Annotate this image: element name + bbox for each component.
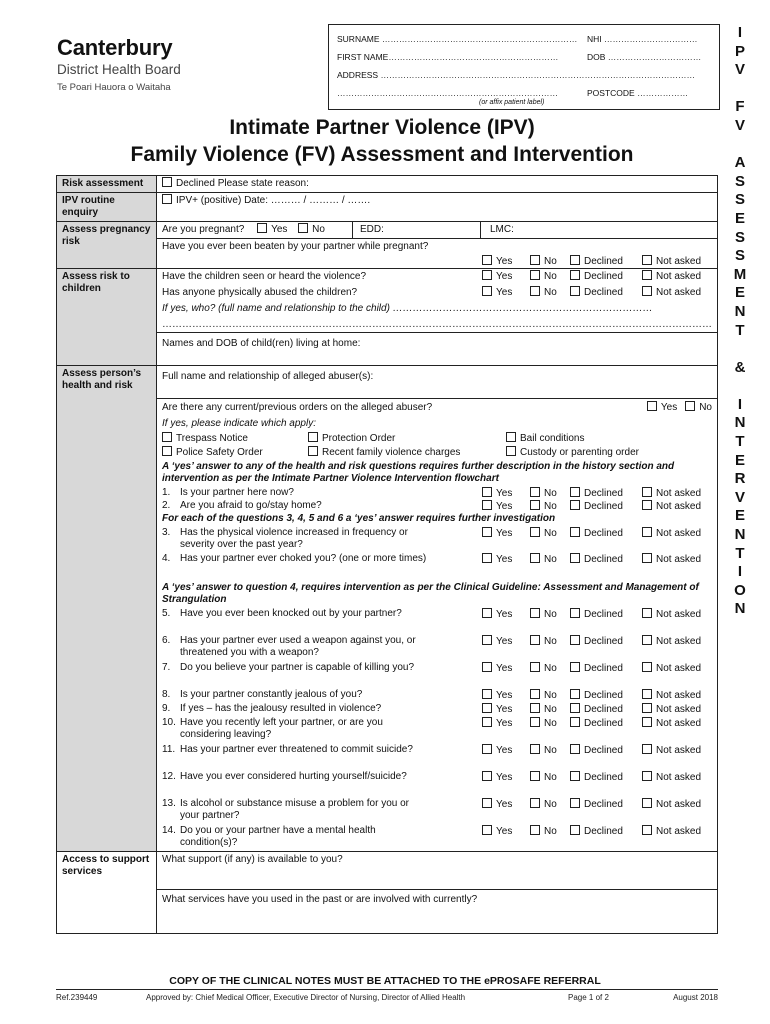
q11-yes-checkbox[interactable]: [482, 744, 492, 754]
q10-yes-checkbox[interactable]: [482, 717, 492, 727]
footer-ref: Ref.239449: [56, 993, 98, 1002]
row1-no-checkbox[interactable]: [530, 270, 540, 280]
police-safety-checkbox[interactable]: [162, 446, 172, 456]
services-used-field[interactable]: What services have you used in the past or are involved with currently?: [162, 894, 478, 905]
q2-declined-checkbox[interactable]: [570, 500, 580, 510]
q2-no-checkbox[interactable]: [530, 500, 540, 510]
q14-no-checkbox[interactable]: [530, 825, 540, 835]
postcode-field[interactable]: POSTCODE ………………: [587, 88, 689, 98]
edd-field[interactable]: EDD:: [360, 224, 384, 235]
question-10: 10. Have you recently left your partner, or are you considering leaving? Yes No Declined Not asked: [162, 717, 702, 740]
side-title-letter: S: [734, 172, 745, 190]
q12-no-checkbox[interactable]: [530, 771, 540, 781]
dob-field[interactable]: DOB ……………………………: [587, 52, 702, 62]
q1-declined-checkbox[interactable]: [570, 487, 580, 497]
side-title-letter: T: [735, 433, 745, 451]
children-names-field[interactable]: Names and DOB of child(ren) living at home:: [162, 338, 361, 349]
row-risk-assessment: Risk assessment Declined Please state reason:: [57, 176, 718, 193]
question-14: 14. Do you or your partner have a mental health condition(s)? Yes No Declined Not asked: [162, 825, 702, 848]
label-children: Assess risk to children: [57, 269, 157, 366]
row2-declined-checkbox[interactable]: [570, 286, 580, 296]
lmc-field[interactable]: LMC:: [490, 224, 514, 235]
first-name-field[interactable]: FIRST NAME……………………………………………………: [337, 52, 559, 62]
side-title-letter: T: [735, 321, 745, 339]
row1-declined-checkbox[interactable]: [570, 270, 580, 280]
q1-no-checkbox[interactable]: [530, 487, 540, 497]
nhi-field[interactable]: NHI ……………………………: [587, 34, 698, 44]
label-pregnancy: Assess pregnancy risk: [57, 222, 157, 269]
q12-yes-checkbox[interactable]: [482, 771, 492, 781]
side-title-letter: S: [734, 247, 745, 265]
pregnant-no-checkbox[interactable]: [298, 223, 308, 233]
q10-not-asked-checkbox[interactable]: [642, 717, 652, 727]
abuser-field[interactable]: Full name and relationship of alleged abuser(s):: [162, 371, 374, 382]
orders-no-checkbox[interactable]: [685, 401, 695, 411]
q6-declined-checkbox[interactable]: [570, 635, 580, 645]
side-title-letter: S: [734, 191, 745, 209]
row2-yes-checkbox[interactable]: [482, 286, 492, 296]
q4-declined-checkbox[interactable]: [570, 553, 580, 563]
label-health: Assess person’s health and risk: [57, 366, 157, 852]
side-title-letter: N: [734, 302, 746, 320]
side-title-letter: P: [734, 42, 745, 60]
side-title-letter: E: [734, 507, 745, 525]
side-title-letter: V: [734, 488, 745, 506]
question-3: 3. Has the physical violence increased in frequency or severity over the past year? Yes No Declined Not asked: [162, 527, 702, 550]
row1-yes-checkbox[interactable]: [482, 270, 492, 280]
side-title-letter: O: [734, 581, 746, 599]
q7-declined-checkbox[interactable]: [570, 662, 580, 672]
question-8: 8. Is your partner constantly jealous of you? Yes No Declined Not asked: [162, 689, 702, 701]
q9-declined-checkbox[interactable]: [570, 703, 580, 713]
side-title-letter: I: [737, 563, 743, 581]
logo-line3: Te Poari Hauora o Waitaha: [57, 82, 171, 93]
surname-field[interactable]: SURNAME ……………………………………………………………: [337, 34, 578, 44]
cdhb-logo: [57, 36, 181, 95]
affix-label-note: (or affix patient label): [479, 99, 545, 106]
support-available-field[interactable]: What support (if any) is available to you?: [162, 854, 343, 865]
side-title-letter: E: [734, 451, 745, 469]
row0-declined-checkbox[interactable]: [570, 255, 580, 265]
question-2: 2. Are you afraid to go/stay home? Yes No Declined Not asked: [162, 500, 702, 512]
side-title-letter: M: [733, 265, 747, 283]
label-risk-assessment: Risk assessment: [57, 176, 157, 193]
q12-declined-checkbox[interactable]: [570, 771, 580, 781]
question-1: 1. Is your partner here now? Yes No Declined Not asked: [162, 487, 702, 499]
q1-not-asked-checkbox[interactable]: [642, 487, 652, 497]
q2-not-asked-checkbox[interactable]: [642, 500, 652, 510]
row0-not-asked-checkbox[interactable]: [642, 255, 652, 265]
row0-no-checkbox[interactable]: [530, 255, 540, 265]
side-title-letter: I: [737, 24, 743, 41]
row1-not-asked-checkbox[interactable]: [642, 270, 652, 280]
q8-yes-checkbox[interactable]: [482, 689, 492, 699]
children-who-line2[interactable]: …………………………………………………………………………………………………………………………………………………: [162, 318, 712, 330]
q14-yes-checkbox[interactable]: [482, 825, 492, 835]
q4-no-checkbox[interactable]: [530, 553, 540, 563]
side-title-letter: A: [734, 154, 746, 172]
children-who-field[interactable]: If yes, who? (full name and relationship to the child) ……………………………………………………………………: [162, 303, 653, 314]
side-title-letter: F: [735, 98, 745, 116]
q2-yes-checkbox[interactable]: [482, 500, 492, 510]
ipv-positive-checkbox[interactable]: [162, 194, 172, 204]
orders-yes-checkbox[interactable]: [647, 401, 657, 411]
row-health: Assess person’s health and risk Full name and relationship of alleged abuser(s): Are there any current/previous orders on the alleged abuser? Yes No If yes, please indicate which apply: Trespass Notice Protection Order Bail conditions Police Safety Order Recent family violence charges Custody or parenting order A ‘yes’ answer to any of the health and risk questions requires further description in the history section and intervention as per the Intimate Partner Violence Intervention flowchart 1. Is your partner here now? Yes No Declined Not asked 2. Are you afraid to go/stay home? Yes No Declined Not asked For each of the questions 3, 4, 5 and 6 a ‘yes’ answer requires further investigation 3. Has the physical violence increased in frequency or severity over the past year? Yes No Declined Not asked 4. Has your partner ever choked you? (one or more times) Yes No Declined Not asked A ‘yes’ answer to question 4, requires intervention as per the Clinical Guideline: Assessment and Management of Strangulation 5. Have you ever been knocked out by your partner? Yes No Declined Not asked 6. Has your partner ever used a weapon against you, or threatened you with a weapon? Yes No Declined Not asked 7. Do you believe your partner is capable of killing you? Yes No Declined Not asked 8. Is your partner constantly jealous of you? Yes No Declined Not asked 9. If yes – has the jealousy resulted in violence? Yes No Declined Not asked 10. Have you recently left your partner, or are you considering leaving? Yes No Declined Not asked 11. Has your partner ever threatened to commit suicide? Yes No Declined Not asked 12. Have you ever considered hurting yourself/suicide? Yes No Declined Not asked 13. Is alcohol or substance misuse a problem for you or your partner? Yes No Declined Not asked 14. Do you or your partner have a mental health condition(s)? Yes No Declined Not asked: [57, 366, 718, 852]
side-title-letter: T: [735, 544, 745, 562]
footer-divider: [56, 989, 718, 990]
q8-not-asked-checkbox[interactable]: [642, 689, 652, 699]
q6-yes-checkbox[interactable]: [482, 635, 492, 645]
side-title-letter: V: [734, 116, 745, 134]
q11-not-asked-checkbox[interactable]: [642, 744, 652, 754]
row-pregnancy: Assess pregnancy risk Are you pregnant? Yes No EDD: LMC: Have you ever been beaten by your partner while pregnant? Yes No Declined Not asked: [57, 222, 718, 269]
side-title-letter: S: [734, 228, 745, 246]
declined-checkbox[interactable]: [162, 177, 172, 187]
side-title-letter: V: [734, 61, 745, 79]
title-line1: Intimate Partner Violence (IPV): [229, 116, 535, 139]
side-title-letter: N: [734, 526, 746, 544]
label-support: Access to support services: [57, 852, 157, 934]
q13-not-asked-checkbox[interactable]: [642, 798, 652, 808]
question-5: 5. Have you ever been knocked out by your partner? Yes No Declined Not asked: [162, 608, 702, 620]
q13-yes-checkbox[interactable]: [482, 798, 492, 808]
q6-no-checkbox[interactable]: [530, 635, 540, 645]
q11-no-checkbox[interactable]: [530, 744, 540, 754]
side-title-letter: R: [734, 470, 746, 488]
question-7: 7. Do you believe your partner is capable of killing you? Yes No Declined Not asked: [162, 662, 702, 674]
questions-5-14: [157, 607, 717, 851]
q4-yes-checkbox[interactable]: [482, 553, 492, 563]
row0-yes-checkbox[interactable]: [482, 255, 492, 265]
footer-date: August 2018: [673, 993, 718, 1002]
q9-no-checkbox[interactable]: [530, 703, 540, 713]
address-line2[interactable]: ……………………………………………………………………: [337, 88, 558, 98]
row2-no-checkbox[interactable]: [530, 286, 540, 296]
side-title-letter: N: [734, 600, 746, 618]
row-support: [57, 852, 718, 934]
question-11: 11. Has your partner ever threatened to commit suicide? Yes No Declined Not asked: [162, 744, 702, 756]
address-field[interactable]: ADDRESS …………………………………………………………………………………………………: [337, 70, 695, 80]
side-title-letter: [728, 80, 752, 99]
logo-line2: District Health Board: [57, 62, 181, 77]
q8-no-checkbox[interactable]: [530, 689, 540, 699]
bail-checkbox[interactable]: [506, 432, 516, 442]
q10-declined-checkbox[interactable]: [570, 717, 580, 727]
q11-declined-checkbox[interactable]: [570, 744, 580, 754]
label-ipv-enquiry: IPV routine enquiry: [57, 193, 157, 222]
note-flowchart: A ‘yes’ answer to any of the health and risk questions requires further description in the history section and intervention as per the Intimate Partner Violence Intervention flowchart: [162, 461, 675, 484]
q14-not-asked-checkbox[interactable]: [642, 825, 652, 835]
side-title-letter: I: [737, 395, 743, 413]
q7-yes-checkbox[interactable]: [482, 662, 492, 672]
row-ipv-enquiry: IPV routine enquiry IPV+ (positive) Date: ……… / ……… / …….: [57, 193, 718, 222]
question-9: 9. If yes – has the jealousy resulted in violence? Yes No Declined Not asked: [162, 703, 702, 715]
assessment-table: [56, 175, 718, 934]
q5-not-asked-checkbox[interactable]: [642, 608, 652, 618]
q10-no-checkbox[interactable]: [530, 717, 540, 727]
q3-not-asked-checkbox[interactable]: [642, 527, 652, 537]
q8-declined-checkbox[interactable]: [570, 689, 580, 699]
footer-page: Page 1 of 2: [568, 993, 609, 1002]
question-6: 6. Has your partner ever used a weapon against you, or threatened you with a weapon? Yes No Declined Not asked: [162, 635, 702, 658]
q13-declined-checkbox[interactable]: [570, 798, 580, 808]
footer-approved: Approved by: Chief Medical Officer, Executive Director of Nursing, Director of Allied Health: [146, 993, 466, 1002]
questions-3-4: [157, 526, 717, 579]
q5-no-checkbox[interactable]: [530, 608, 540, 618]
footer-note: COPY OF THE CLINICAL NOTES MUST BE ATTACHED TO THE ePROSAFE REFERRAL: [169, 975, 601, 987]
row-children: Assess risk to children Have the children seen or heard the violence? Yes No Declined Not asked Has anyone physically abused the children? Yes No Declined Not asked If yes, who? (full name and relationship to the child) …………………………………………………………………… ………………………………………………………………………………………………………………………………………………… Names and DOB of child(ren) living at home:: [57, 269, 718, 366]
side-title-letter: [728, 340, 752, 359]
q14-declined-checkbox[interactable]: [570, 825, 580, 835]
question-13: 13. Is alcohol or substance misuse a problem for you or your partner? Yes No Declined Not asked: [162, 798, 702, 821]
q3-no-checkbox[interactable]: [530, 527, 540, 537]
q5-declined-checkbox[interactable]: [570, 608, 580, 618]
patient-label-box: [328, 24, 720, 110]
q7-not-asked-checkbox[interactable]: [642, 662, 652, 672]
q3-declined-checkbox[interactable]: [570, 527, 580, 537]
protection-checkbox[interactable]: [308, 432, 318, 442]
side-title-letter: E: [734, 209, 745, 227]
q7-no-checkbox[interactable]: [530, 662, 540, 672]
q9-not-asked-checkbox[interactable]: [642, 703, 652, 713]
q3-yes-checkbox[interactable]: [482, 527, 492, 537]
q13-no-checkbox[interactable]: [530, 798, 540, 808]
q6-not-asked-checkbox[interactable]: [642, 635, 652, 645]
pregnant-yes-checkbox[interactable]: [257, 223, 267, 233]
question-12: 12. Have you ever considered hurting yourself/suicide? Yes No Declined Not asked: [162, 771, 702, 783]
q1-yes-checkbox[interactable]: [482, 487, 492, 497]
q9-yes-checkbox[interactable]: [482, 703, 492, 713]
side-title-letter: N: [734, 414, 746, 432]
title-line2: Family Violence (FV) Assessment and Intervention: [130, 143, 634, 166]
custody-checkbox[interactable]: [506, 446, 516, 456]
questions-1-2: [157, 486, 717, 512]
q12-not-asked-checkbox[interactable]: [642, 771, 652, 781]
q5-yes-checkbox[interactable]: [482, 608, 492, 618]
side-vertical-title: [728, 24, 752, 619]
note-strangulation: A ‘yes’ answer to question 4, requires intervention as per the Clinical Guideline: Assessment and Management of Strangulation: [162, 582, 699, 605]
side-title-letter: E: [734, 284, 745, 302]
side-title-letter: [728, 377, 752, 396]
note-investigation: For each of the questions 3, 4, 5 and 6 a ‘yes’ answer requires further investigation: [162, 513, 556, 524]
trespass-checkbox[interactable]: [162, 432, 172, 442]
side-title-letter: &: [734, 358, 746, 376]
question-4: 4. Has your partner ever choked you? (one or more times) Yes No Declined Not asked: [162, 553, 702, 565]
pregnancy-beaten-options: Yes No Declined Not asked: [157, 254, 717, 268]
recent-charges-checkbox[interactable]: [308, 446, 318, 456]
q4-not-asked-checkbox[interactable]: [642, 553, 652, 563]
logo-name: Canterbury: [57, 35, 173, 60]
row2-not-asked-checkbox[interactable]: [642, 286, 652, 296]
